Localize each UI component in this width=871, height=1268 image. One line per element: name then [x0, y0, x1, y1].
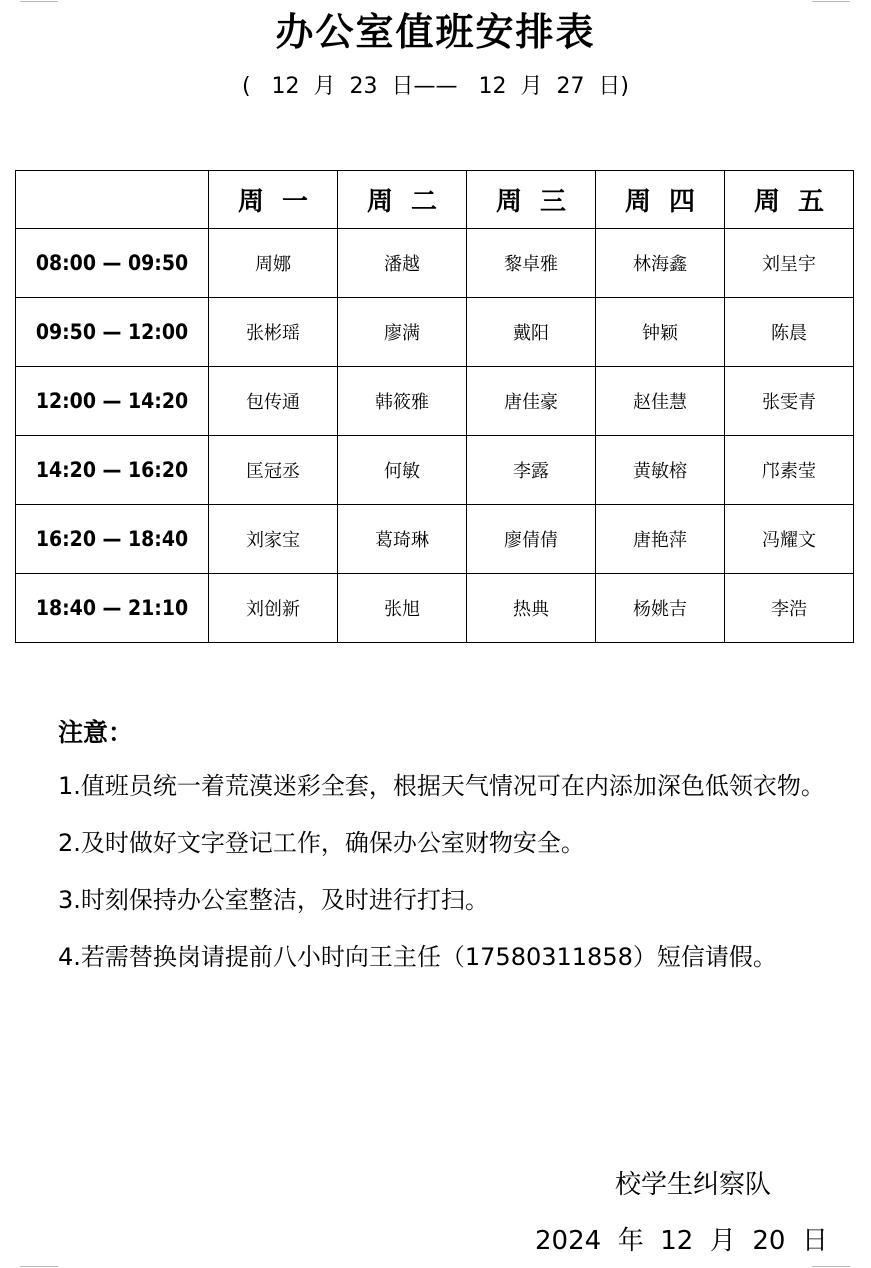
time-slot-cell: 16:20 — 18:40 [16, 505, 209, 574]
header-day-wednesday: 周 三 [467, 171, 596, 229]
time-slot-cell: 18:40 — 21:10 [16, 574, 209, 643]
duty-name-cell: 潘越 [338, 229, 467, 298]
duty-name-cell: 李浩 [725, 574, 854, 643]
table-header-row [16, 171, 854, 229]
duty-name-cell: 李露 [467, 436, 596, 505]
duty-name-cell: 黎卓雅 [467, 229, 596, 298]
issuer-signature: 校学生纠察队 [615, 1170, 772, 1200]
note-item: 2.及时做好文字登记工作，确保办公室财物安全。 [58, 829, 585, 857]
duty-name-cell: 杨姚吉 [596, 574, 725, 643]
duty-name-cell: 邝素莹 [725, 436, 854, 505]
table-row [16, 436, 854, 505]
issue-date: 2024 年 12 月 20 日 [535, 1226, 828, 1256]
duty-name-cell: 唐佳豪 [467, 367, 596, 436]
date-range-subtitle: ( 12 月 23 日—— 12 月 27 日) [241, 74, 630, 99]
header-day-tuesday: 周 二 [338, 171, 467, 229]
page-corner-mark [812, 1266, 850, 1267]
duty-name-cell: 刘创新 [209, 574, 338, 643]
duty-name-cell: 韩筱雅 [338, 367, 467, 436]
page-corner-mark [20, 1266, 58, 1267]
page-corner-mark [20, 1, 58, 2]
duty-name-cell: 冯耀文 [725, 505, 854, 574]
note-item: 1.值班员统一着荒漠迷彩全套，根据天气情况可在内添加深色低领衣物。 [58, 772, 825, 800]
duty-name-cell: 黄敏榕 [596, 436, 725, 505]
notes-section [58, 708, 838, 986]
duty-name-cell: 钟颖 [596, 298, 725, 367]
duty-name-cell: 刘家宝 [209, 505, 338, 574]
duty-schedule-table [15, 170, 854, 643]
time-slot-cell: 12:00 — 14:20 [16, 367, 209, 436]
duty-name-cell: 廖倩倩 [467, 505, 596, 574]
duty-name-cell: 廖满 [338, 298, 467, 367]
duty-name-cell: 包传通 [209, 367, 338, 436]
duty-name-cell: 周娜 [209, 229, 338, 298]
table-row [16, 229, 854, 298]
note-item: 4.若需替换岗请提前八小时向王主任（17580311858）短信请假。 [58, 943, 777, 971]
table-row [16, 298, 854, 367]
duty-name-cell: 匡冠丞 [209, 436, 338, 505]
duty-name-cell: 张彬瑶 [209, 298, 338, 367]
duty-name-cell: 戴阳 [467, 298, 596, 367]
duty-name-cell: 林海鑫 [596, 229, 725, 298]
duty-name-cell: 唐艳萍 [596, 505, 725, 574]
header-corner-cell [16, 171, 209, 229]
time-slot-cell: 08:00 — 09:50 [16, 229, 209, 298]
duty-name-cell: 张旭 [338, 574, 467, 643]
table-row [16, 574, 854, 643]
header-day-monday: 周 一 [209, 171, 338, 229]
table-row [16, 505, 854, 574]
notes-heading: 注意： [58, 718, 134, 747]
duty-name-cell: 葛琦琳 [338, 505, 467, 574]
note-item: 3.时刻保持办公室整洁，及时进行打扫。 [58, 886, 489, 914]
time-slot-cell: 09:50 — 12:00 [16, 298, 209, 367]
duty-name-cell: 刘呈宇 [725, 229, 854, 298]
duty-name-cell: 热典 [467, 574, 596, 643]
duty-name-cell: 张雯青 [725, 367, 854, 436]
page-title: 办公室值班安排表 [275, 10, 596, 54]
header-day-friday: 周 五 [725, 171, 854, 229]
duty-name-cell: 赵佳慧 [596, 367, 725, 436]
duty-name-cell: 陈晨 [725, 298, 854, 367]
page-corner-mark [812, 1, 850, 2]
duty-name-cell: 何敏 [338, 436, 467, 505]
time-slot-cell: 14:20 — 16:20 [16, 436, 209, 505]
table-row [16, 367, 854, 436]
header-day-thursday: 周 四 [596, 171, 725, 229]
